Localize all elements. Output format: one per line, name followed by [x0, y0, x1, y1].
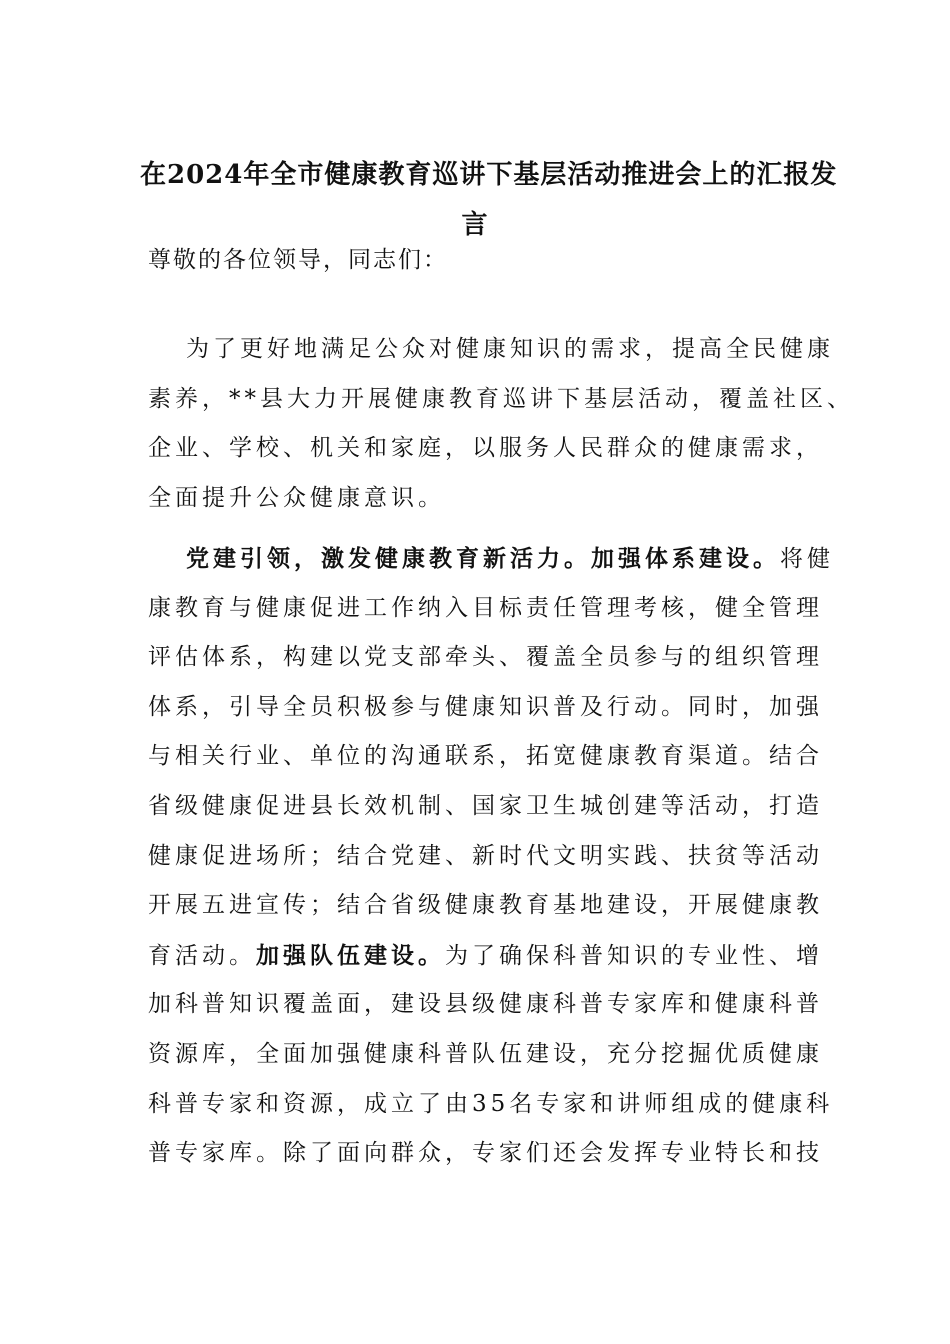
salutation: 尊敬的各位领导，同志们： — [148, 247, 448, 273]
section-heading: 党建引领，激发健康教育新活力。 — [186, 545, 591, 572]
subsection-heading: 加强体系建设。 — [591, 545, 780, 572]
paragraph-line: 全面提升公众健康意识。 — [148, 484, 445, 511]
body-text: 将健 — [780, 546, 834, 572]
paragraph-line: 普专家库。除了面向群众，专家们还会发挥专业特长和技 — [148, 1140, 823, 1167]
body-text: 育活动。 — [148, 942, 256, 969]
title-line-2: 言 — [461, 210, 489, 240]
subsection-heading: 加强队伍建设。 — [256, 941, 445, 969]
paragraph-line: 康教育与健康促进工作纳入目标责任管理考核，健全管理 — [148, 594, 823, 621]
paragraph-line: 体系，引导全员积极参与健康知识普及行动。同时，加强 — [148, 693, 823, 720]
paragraph-line: 科普专家和资源，成立了由35名专家和讲师组成的健康科 — [148, 1090, 834, 1117]
paragraph-line — [148, 325, 834, 375]
paragraph-line: 与相关行业、单位的沟通联系，拓宽健康教育渠道。结合 — [148, 743, 823, 770]
document-title — [140, 150, 838, 250]
paragraph-line: 省级健康促进县长效机制、国家卫生城创建等活动，打造 — [148, 792, 823, 819]
indented-text: 为了更好地满足公众对健康知识的需求，提高全民健康 — [186, 336, 834, 362]
paragraph-party-building — [148, 534, 834, 1179]
body-text: 为了确保科普知识的专业性、增 — [445, 942, 823, 969]
paragraph-line: 开展五进宣传；结合省级健康教育基地建设，开展健康教 — [148, 892, 823, 919]
paragraph-line: 健康促进场所；结合党建、新时代文明实践、扶贫等活动 — [148, 842, 823, 869]
paragraph-line — [148, 931, 828, 981]
title-line-1: 在2024年全市健康教育巡讲下基层活动推进会上的汇报发 — [140, 160, 838, 190]
paragraph-intro — [148, 325, 854, 523]
paragraph-line: 加科普知识覆盖面，建设县级健康科普专家库和健康科普 — [148, 991, 823, 1018]
paragraph-line — [148, 534, 834, 584]
paragraph-line: 资源库，全面加强健康科普队伍建设，充分挖掘优质健康 — [148, 1040, 823, 1067]
paragraph-line: 企业、学校、机关和家庭，以服务人民群众的健康需求， — [148, 435, 823, 462]
paragraph-line: 素养，**县大力开展健康教育巡讲下基层活动，覆盖社区、 — [148, 385, 854, 412]
paragraph-line: 评估体系，构建以党支部牵头、覆盖全员参与的组织管理 — [148, 644, 823, 671]
